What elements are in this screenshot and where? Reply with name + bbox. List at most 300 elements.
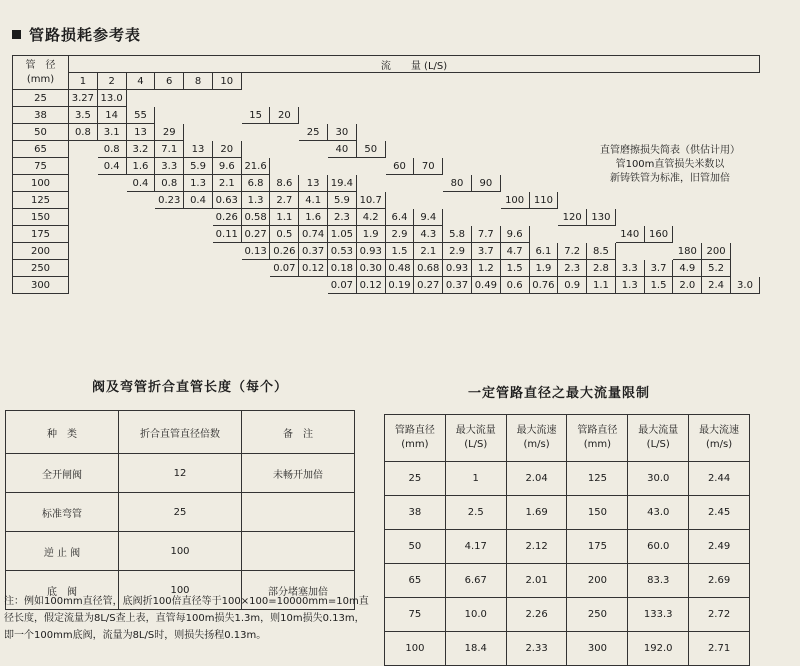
flow-header: 流 量 (L/S) <box>69 56 760 73</box>
loss-row-50 <box>13 124 760 141</box>
empty-cell <box>443 73 472 90</box>
diameter-cell: 25 <box>13 90 69 107</box>
loss-value-cell: 60 <box>385 158 414 175</box>
empty-cell <box>241 90 270 107</box>
empty-cell <box>184 260 213 277</box>
empty-cell <box>443 158 472 175</box>
empty-cell <box>414 192 443 209</box>
empty-cell <box>385 141 414 158</box>
empty-cell <box>471 73 500 90</box>
maxflow-header-cell <box>689 415 750 462</box>
loss-value-cell: 1.5 <box>644 277 673 294</box>
maxflow-cell: 2.44 <box>689 462 750 496</box>
loss-row-175 <box>13 226 760 243</box>
empty-cell <box>730 124 759 141</box>
loss-value-cell: 100 <box>500 192 529 209</box>
empty-cell <box>414 73 443 90</box>
loss-value-cell: 0.12 <box>356 277 385 294</box>
maxflow-cell: 2.49 <box>689 530 750 564</box>
loss-value-cell: 0.4 <box>97 158 126 175</box>
loss-value-cell: 90 <box>471 175 500 192</box>
empty-cell <box>730 260 759 277</box>
empty-cell <box>270 90 299 107</box>
loss-value-cell: 6.8 <box>241 175 270 192</box>
maxflow-header-line: 管路直径 <box>394 425 435 436</box>
loss-value-cell: 1.05 <box>328 226 357 243</box>
maxflow-row <box>385 564 750 598</box>
loss-value-cell: 0.37 <box>299 243 328 260</box>
loss-value-cell: 0.93 <box>356 243 385 260</box>
empty-cell <box>184 243 213 260</box>
loss-value-cell: 120 <box>558 209 587 226</box>
valve-cell: 100 <box>119 571 242 610</box>
empty-cell <box>97 243 126 260</box>
empty-cell <box>69 226 98 243</box>
empty-cell <box>69 277 98 294</box>
valve-cell: 12 <box>119 454 242 493</box>
empty-cell <box>356 107 385 124</box>
loss-value-cell: 140 <box>615 226 644 243</box>
loss-value-cell: 2.8 <box>587 260 616 277</box>
empty-cell <box>414 107 443 124</box>
diameter-header: 管 径 (mm) <box>13 56 69 90</box>
loss-value-cell: 80 <box>443 175 472 192</box>
empty-cell <box>299 141 328 158</box>
maxflow-header-cell <box>445 415 506 462</box>
empty-cell <box>730 226 759 243</box>
loss-value-cell: 0.19 <box>385 277 414 294</box>
maxflow-header-cell <box>506 415 567 462</box>
loss-value-cell: 0.12 <box>299 260 328 277</box>
empty-cell <box>356 124 385 141</box>
loss-value-cell: 0.93 <box>443 260 472 277</box>
maxflow-row <box>385 496 750 530</box>
maxflow-row <box>385 632 750 666</box>
maxflow-header-line: 最大流量 <box>455 425 496 436</box>
empty-cell <box>97 192 126 209</box>
empty-cell <box>529 209 558 226</box>
loss-value-cell: 0.13 <box>241 243 270 260</box>
empty-cell <box>730 209 759 226</box>
empty-cell <box>615 209 644 226</box>
empty-cell <box>356 158 385 175</box>
loss-value-cell: 5.9 <box>328 192 357 209</box>
empty-cell <box>471 158 500 175</box>
empty-cell <box>299 73 328 90</box>
empty-cell <box>644 192 673 209</box>
empty-cell <box>155 260 184 277</box>
empty-cell <box>702 90 731 107</box>
loss-value-cell: 1.1 <box>587 277 616 294</box>
empty-cell <box>500 107 529 124</box>
maxflow-cell: 2.71 <box>689 632 750 666</box>
maxflow-section-title: 一定管路直径之最大流量限制 <box>468 386 651 401</box>
loss-value-cell: 2.0 <box>673 277 702 294</box>
maxflow-row <box>385 530 750 564</box>
loss-value-cell: 0.9 <box>558 277 587 294</box>
loss-value-cell: 130 <box>587 209 616 226</box>
empty-cell <box>615 192 644 209</box>
loss-value-cell: 2.1 <box>212 175 241 192</box>
loss-value-cell: 4.7 <box>500 243 529 260</box>
flow-column-4: 4 <box>126 73 155 90</box>
loss-value-cell: 4.3 <box>414 226 443 243</box>
empty-cell <box>529 158 558 175</box>
valve-row <box>6 493 355 532</box>
loss-value-cell: 0.26 <box>270 243 299 260</box>
maxflow-cell: 250 <box>567 598 628 632</box>
loss-value-cell: 8.5 <box>587 243 616 260</box>
empty-cell <box>529 107 558 124</box>
loss-value-cell: 6.1 <box>529 243 558 260</box>
empty-cell <box>299 107 328 124</box>
empty-cell <box>443 90 472 107</box>
empty-cell <box>644 209 673 226</box>
loss-row-25 <box>13 90 760 107</box>
empty-cell <box>69 175 98 192</box>
empty-cell <box>443 107 472 124</box>
loss-value-cell: 3.7 <box>644 260 673 277</box>
maxflow-cell: 150 <box>567 496 628 530</box>
maxflow-cell: 2.5 <box>445 496 506 530</box>
empty-cell <box>155 209 184 226</box>
loss-table-note: 直管磨擦损失简表（供估计用） 管100m直管损失米数以 新铸铁管为标准，旧管加倍 <box>600 145 740 184</box>
valve-row <box>6 454 355 493</box>
empty-cell <box>529 124 558 141</box>
loss-value-cell: 9.6 <box>212 158 241 175</box>
loss-value-cell: 1.3 <box>241 192 270 209</box>
maxflow-cell: 43.0 <box>628 496 689 530</box>
maxflow-header-cell <box>567 415 628 462</box>
empty-cell <box>702 192 731 209</box>
maxflow-cell: 2.26 <box>506 598 567 632</box>
loss-value-cell: 6.4 <box>385 209 414 226</box>
loss-value-cell: 21.6 <box>241 158 270 175</box>
empty-cell <box>97 209 126 226</box>
loss-value-cell: 2.4 <box>702 277 731 294</box>
empty-cell <box>270 124 299 141</box>
empty-cell <box>126 277 155 294</box>
loss-value-cell: 0.4 <box>126 175 155 192</box>
empty-cell <box>385 107 414 124</box>
loss-value-cell: 7.2 <box>558 243 587 260</box>
empty-cell <box>212 243 241 260</box>
flow-column-10: 10 <box>212 73 241 90</box>
empty-cell <box>414 141 443 158</box>
empty-cell <box>126 192 155 209</box>
empty-cell <box>673 192 702 209</box>
loss-value-cell: 0.68 <box>414 260 443 277</box>
empty-cell <box>184 107 213 124</box>
page-title: 管路损耗参考表 <box>12 24 141 45</box>
loss-value-cell: 3.3 <box>615 260 644 277</box>
empty-cell <box>587 90 616 107</box>
maxflow-header-line: (m/s) <box>523 439 550 450</box>
loss-value-cell: 1.5 <box>500 260 529 277</box>
maxflow-cell: 2.12 <box>506 530 567 564</box>
loss-value-cell: 14 <box>97 107 126 124</box>
empty-cell <box>730 192 759 209</box>
empty-cell <box>558 141 587 158</box>
empty-cell <box>69 158 98 175</box>
empty-cell <box>500 124 529 141</box>
empty-cell <box>471 90 500 107</box>
loss-value-cell: 5.9 <box>184 158 213 175</box>
loss-value-cell: 1.6 <box>299 209 328 226</box>
loss-value-cell: 0.49 <box>471 277 500 294</box>
loss-value-cell: 1.2 <box>471 260 500 277</box>
bullet-square-icon <box>12 30 21 39</box>
loss-value-cell: 0.37 <box>443 277 472 294</box>
empty-cell <box>702 107 731 124</box>
loss-value-cell: 2.1 <box>414 243 443 260</box>
valve-cell: 25 <box>119 493 242 532</box>
loss-row-38 <box>13 107 760 124</box>
empty-cell <box>184 226 213 243</box>
empty-cell <box>615 124 644 141</box>
empty-cell <box>184 277 213 294</box>
loss-value-cell: 0.6 <box>500 277 529 294</box>
empty-cell <box>126 243 155 260</box>
loss-row-300 <box>13 277 760 294</box>
empty-cell <box>184 90 213 107</box>
loss-row-250 <box>13 260 760 277</box>
empty-cell <box>558 73 587 90</box>
loss-value-cell: 15 <box>241 107 270 124</box>
diameter-cell: 250 <box>13 260 69 277</box>
maxflow-header-cell <box>628 415 689 462</box>
empty-cell <box>529 73 558 90</box>
maxflow-header-line: (m/s) <box>706 439 733 450</box>
maxflow-cell: 2.45 <box>689 496 750 530</box>
empty-cell <box>673 73 702 90</box>
valve-cell: 全开闸阀 <box>6 454 119 493</box>
empty-cell <box>673 90 702 107</box>
maxflow-cell: 6.67 <box>445 564 506 598</box>
loss-value-cell: 4.9 <box>673 260 702 277</box>
loss-value-cell: 8.6 <box>270 175 299 192</box>
empty-cell <box>558 158 587 175</box>
empty-cell <box>644 243 673 260</box>
empty-cell <box>500 175 529 192</box>
loss-value-cell: 0.76 <box>529 277 558 294</box>
empty-cell <box>558 107 587 124</box>
empty-cell <box>385 175 414 192</box>
valve-cell <box>242 493 355 532</box>
loss-value-cell: 0.11 <box>212 226 241 243</box>
empty-cell <box>500 141 529 158</box>
empty-cell <box>126 226 155 243</box>
flow-column-2: 2 <box>97 73 126 90</box>
loss-value-cell: 9.6 <box>500 226 529 243</box>
maxflow-header-line: 最大流量 <box>638 425 679 436</box>
loss-value-cell: 0.27 <box>241 226 270 243</box>
diameter-cell: 200 <box>13 243 69 260</box>
loss-value-cell: 1.3 <box>615 277 644 294</box>
maxflow-cell: 30.0 <box>628 462 689 496</box>
diameter-cell: 175 <box>13 226 69 243</box>
valve-cell <box>242 532 355 571</box>
empty-cell <box>356 175 385 192</box>
maxflow-cell: 10.0 <box>445 598 506 632</box>
empty-cell <box>529 226 558 243</box>
loss-value-cell: 2.7 <box>270 192 299 209</box>
empty-cell <box>644 124 673 141</box>
empty-cell <box>69 192 98 209</box>
empty-cell <box>155 90 184 107</box>
valve-section-title: 阀及弯管折合直管长度（每个） <box>92 380 289 395</box>
loss-value-cell: 1.9 <box>356 226 385 243</box>
empty-cell <box>730 90 759 107</box>
empty-cell <box>385 90 414 107</box>
empty-cell <box>241 73 270 90</box>
empty-cell <box>385 192 414 209</box>
max-flow-table <box>384 414 750 666</box>
loss-value-cell: 3.0 <box>730 277 759 294</box>
empty-cell <box>730 107 759 124</box>
loss-value-cell: 3.7 <box>471 243 500 260</box>
maxflow-cell: 1.69 <box>506 496 567 530</box>
valve-cell: 部分堵塞加倍 <box>242 571 355 610</box>
empty-cell <box>471 107 500 124</box>
empty-cell <box>126 209 155 226</box>
empty-cell <box>471 192 500 209</box>
empty-cell <box>414 90 443 107</box>
loss-value-cell: 3.2 <box>126 141 155 158</box>
loss-value-cell: 7.7 <box>471 226 500 243</box>
loss-value-cell: 19.4 <box>328 175 357 192</box>
empty-cell <box>328 90 357 107</box>
empty-cell <box>644 90 673 107</box>
maxflow-cell: 18.4 <box>445 632 506 666</box>
empty-cell <box>558 124 587 141</box>
maxflow-cell: 2.01 <box>506 564 567 598</box>
loss-value-cell: 50 <box>356 141 385 158</box>
maxflow-header-line: (mm) <box>401 439 429 450</box>
empty-cell <box>241 260 270 277</box>
empty-cell <box>529 90 558 107</box>
empty-cell <box>155 107 184 124</box>
maxflow-row <box>385 462 750 496</box>
empty-cell <box>673 107 702 124</box>
loss-value-cell: 0.4 <box>184 192 213 209</box>
maxflow-header-line: (L/S) <box>464 439 488 450</box>
flow-columns-row <box>13 73 760 90</box>
empty-cell <box>97 226 126 243</box>
empty-cell <box>414 175 443 192</box>
loss-value-cell: 1.6 <box>126 158 155 175</box>
loss-header-row <box>13 56 760 73</box>
maxflow-cell: 175 <box>567 530 628 564</box>
loss-value-cell: 1.9 <box>529 260 558 277</box>
loss-value-cell: 70 <box>414 158 443 175</box>
loss-value-cell: 3.1 <box>97 124 126 141</box>
empty-cell <box>702 209 731 226</box>
loss-value-cell: 0.07 <box>270 260 299 277</box>
loss-value-cell: 160 <box>644 226 673 243</box>
maxflow-cell: 60.0 <box>628 530 689 564</box>
empty-cell <box>155 277 184 294</box>
loss-value-cell: 0.30 <box>356 260 385 277</box>
maxflow-cell: 38 <box>385 496 446 530</box>
empty-cell <box>673 226 702 243</box>
empty-cell <box>212 124 241 141</box>
maxflow-cell: 50 <box>385 530 446 564</box>
maxflow-cell: 2.04 <box>506 462 567 496</box>
empty-cell <box>212 90 241 107</box>
maxflow-header-row <box>385 415 750 462</box>
loss-value-cell: 29 <box>155 124 184 141</box>
empty-cell <box>385 124 414 141</box>
diameter-cell: 75 <box>13 158 69 175</box>
empty-cell <box>471 124 500 141</box>
empty-cell <box>356 73 385 90</box>
diameter-cell: 100 <box>13 175 69 192</box>
empty-cell <box>212 260 241 277</box>
loss-value-cell: 0.8 <box>155 175 184 192</box>
empty-cell <box>500 158 529 175</box>
maxflow-header-line: 最大流速 <box>699 425 740 436</box>
valve-footnote: 注：例如100mm直径管，底阀折100倍直径等于100×100=10000mm=10m直径长度，假定流量为8L/S查上表，直管每100m损失1.3m，则10m损失0.13m，即一个100mm底阀，流量为8L/S时，则损失扬程0.13m。 <box>4 596 369 641</box>
maxflow-header-line: (L/S) <box>646 439 670 450</box>
empty-cell <box>184 209 213 226</box>
maxflow-cell: 2.33 <box>506 632 567 666</box>
empty-cell <box>673 209 702 226</box>
loss-value-cell: 3.27 <box>69 90 98 107</box>
empty-cell <box>615 90 644 107</box>
diameter-cell: 38 <box>13 107 69 124</box>
empty-cell <box>587 124 616 141</box>
empty-cell <box>328 158 357 175</box>
empty-cell <box>615 73 644 90</box>
loss-value-cell: 3.3 <box>155 158 184 175</box>
empty-cell <box>155 226 184 243</box>
maxflow-cell: 2.69 <box>689 564 750 598</box>
empty-cell <box>644 107 673 124</box>
empty-cell <box>212 277 241 294</box>
empty-cell <box>558 90 587 107</box>
maxflow-cell: 200 <box>567 564 628 598</box>
empty-cell <box>299 158 328 175</box>
empty-cell <box>97 277 126 294</box>
empty-cell <box>500 209 529 226</box>
loss-value-cell: 0.18 <box>328 260 357 277</box>
loss-row-125 <box>13 192 760 209</box>
loss-row-150 <box>13 209 760 226</box>
maxflow-cell: 75 <box>385 598 446 632</box>
empty-cell <box>241 124 270 141</box>
loss-value-cell: 55 <box>126 107 155 124</box>
valve-cell: 标准弯管 <box>6 493 119 532</box>
empty-cell <box>299 277 328 294</box>
empty-cell <box>328 73 357 90</box>
loss-value-cell: 0.23 <box>155 192 184 209</box>
empty-cell <box>587 226 616 243</box>
empty-cell <box>155 243 184 260</box>
loss-value-cell: 13 <box>299 175 328 192</box>
loss-value-cell: 5.8 <box>443 226 472 243</box>
empty-cell <box>471 141 500 158</box>
valve-row <box>6 532 355 571</box>
empty-cell <box>471 209 500 226</box>
empty-cell <box>644 73 673 90</box>
empty-cell <box>299 90 328 107</box>
empty-cell <box>97 260 126 277</box>
empty-cell <box>126 90 155 107</box>
maxflow-cell: 100 <box>385 632 446 666</box>
valve-header-row: 种 类 折合直管直径倍数 备 注 <box>6 411 355 454</box>
empty-cell <box>69 141 98 158</box>
